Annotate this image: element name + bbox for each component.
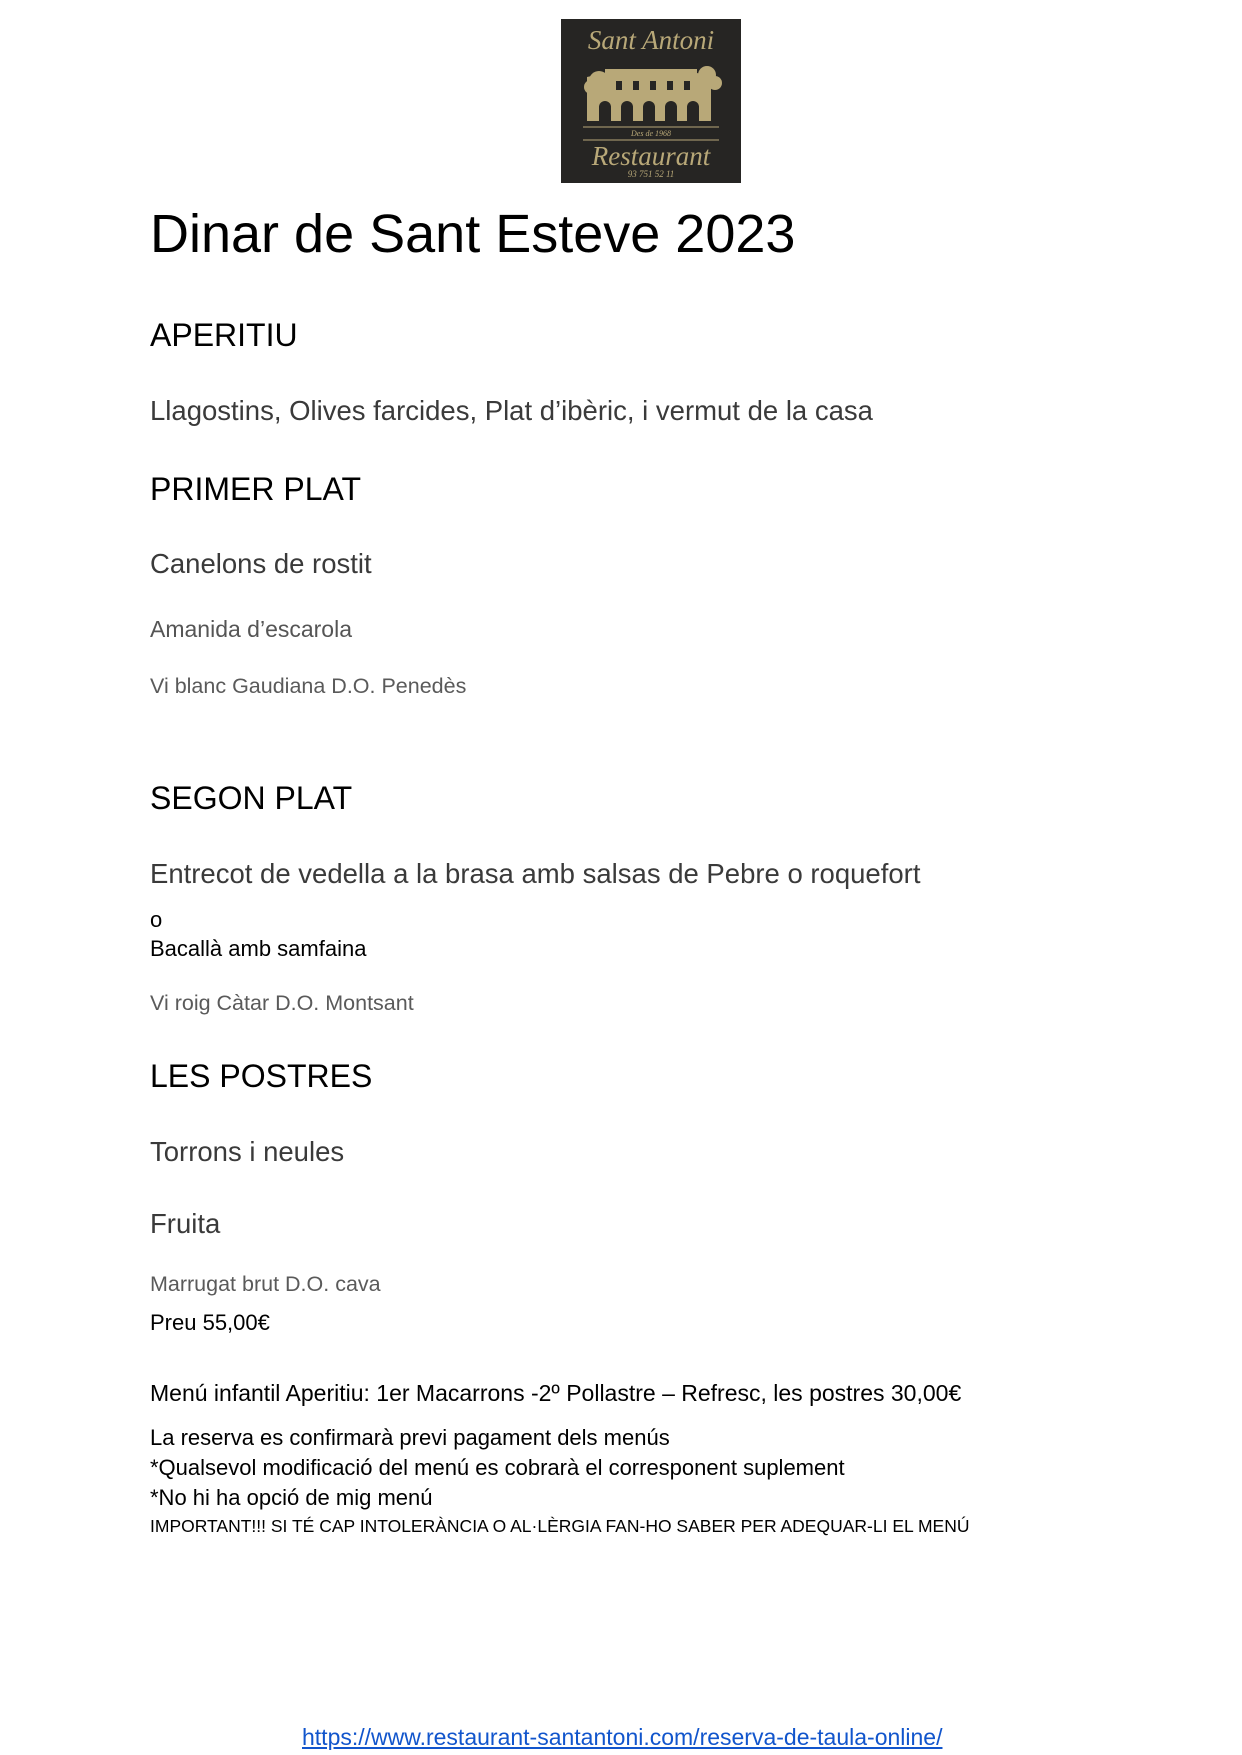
menu-item: Entrecot de vedella a la brasa amb salsas de Pebre o roquefort: [150, 858, 921, 889]
logo-since-text: Des de 1968: [631, 129, 671, 138]
menu-item: Bacallà amb samfaina: [150, 936, 367, 961]
menu-item: Torrons i neules: [150, 1136, 345, 1167]
logo-graphic: [561, 19, 741, 183]
page-title: Dinar de Sant Esteve 2023: [150, 204, 796, 264]
wine-item: Marrugat brut D.O. cava: [150, 1272, 381, 1296]
important-notice: IMPORTANT!!! SI TÉ CAP INTOLERÀNCIA O AL·LÈRGIA FAN-HO SABER PER ADEQUAR-LI EL MENÚ: [150, 1516, 970, 1536]
wine-item: Vi roig Càtar D.O. Montsant: [150, 991, 414, 1015]
section-heading-segon-plat: SEGON PLAT: [150, 780, 353, 816]
menu-item-or: o: [150, 907, 163, 932]
price-text: Preu 55,00€: [150, 1310, 270, 1335]
reservation-link[interactable]: https://www.restaurant-santantoni.com/reserva-de-taula-online/: [302, 1724, 943, 1750]
kids-menu-text: Menú infantil Aperitiu: 1er Macarrons -2º Pollastre – Refresc, les postres 30,00€: [150, 1380, 962, 1406]
note-modification: *Qualsevol modificació del menú es cobrarà el corresponent suplement: [150, 1455, 845, 1480]
section-heading-primer-plat: PRIMER PLAT: [150, 471, 361, 507]
logo-kind-text: Restaurant: [591, 141, 711, 171]
section-heading-les-postres: LES POSTRES: [150, 1058, 373, 1094]
menu-item: Amanida d’escarola: [150, 616, 353, 642]
note-half-menu: *No hi ha opció de mig menú: [150, 1485, 433, 1510]
note-reservation: La reserva es confirmarà previ pagament dels menús: [150, 1425, 670, 1450]
section-heading-aperitiu: APERITIU: [150, 317, 298, 353]
menu-item: Fruita: [150, 1208, 221, 1239]
wine-item: Vi blanc Gaudiana D.O. Penedès: [150, 674, 467, 698]
menu-item: Llagostins, Olives farcides, Plat d’ibèric, i vermut de la casa: [150, 395, 873, 426]
logo-phone-text: 93 751 52 11: [627, 169, 675, 179]
menu-item: Canelons de rostit: [150, 548, 372, 579]
restaurant-logo: [561, 19, 741, 183]
logo-name-text: Sant Antoni: [587, 25, 715, 55]
